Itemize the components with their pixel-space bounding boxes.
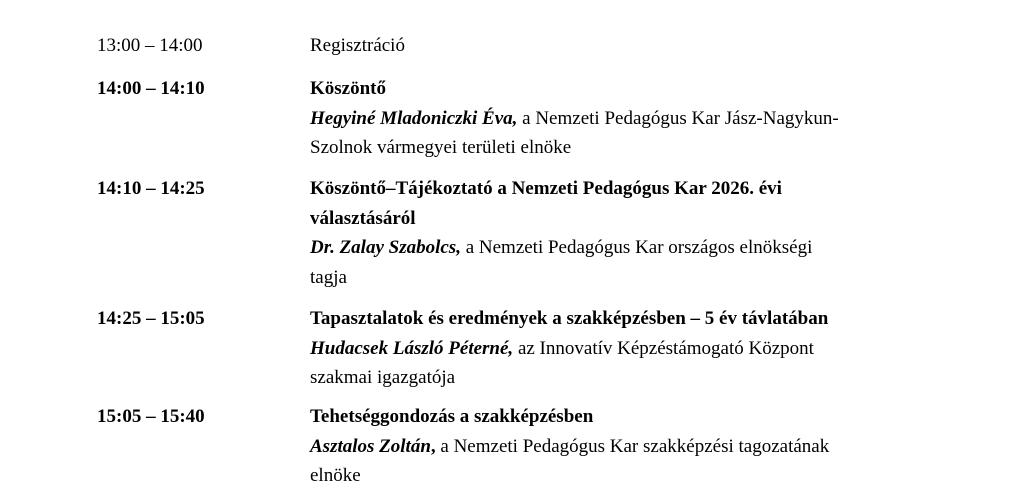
time-slot: 14:00 – 14:10: [97, 78, 205, 99]
time-slot: 14:25 – 15:05: [97, 308, 205, 329]
time-slot: 15:05 – 15:40: [97, 406, 205, 427]
speaker-name: Dr. Zalay Szabolcs,: [310, 237, 461, 258]
agenda-item-title: Köszöntő: [310, 78, 386, 99]
speaker-role-continued: elnöke: [310, 465, 361, 486]
speaker-line: [310, 233, 930, 263]
speaker-role: a Nemzeti Pedagógus Kar szakképzési tagozatának: [435, 435, 830, 457]
agenda-item-title: Köszöntő–Tájékoztató a Nemzeti Pedagógus Kar 2026. évi: [310, 178, 782, 199]
agenda-item-title: Regisztráció: [310, 35, 405, 56]
agenda-item-title: Tapasztalatok és eredmények a szakképzésben – 5 év távlatában: [310, 308, 829, 329]
agenda-item-body: [310, 304, 930, 393]
speaker-role: a Nemzeti Pedagógus Kar országos elnökségi: [460, 237, 813, 258]
agenda-item-title: Tehetséggondozás a szakképzésben: [310, 406, 594, 427]
speaker-role: a Nemzeti Pedagógus Kar Jász-Nagykun-: [517, 107, 839, 129]
speaker-name: Hudacsek László Péterné,: [310, 337, 514, 359]
time-slot: 14:10 – 14:25: [97, 178, 205, 199]
speaker-role-continued: szakmai igazgatója: [310, 367, 456, 388]
agenda-item-body: [310, 174, 930, 292]
speaker-role-continued: tagja: [310, 266, 347, 288]
speaker-name: Asztalos Zoltán: [310, 435, 431, 457]
speaker-line: [310, 432, 930, 462]
speaker-line: [310, 104, 930, 134]
agenda-item-body: [310, 402, 930, 491]
speaker-line: [310, 334, 930, 364]
speaker-role-continued: Szolnok vármegyei területi elnöke: [310, 137, 572, 158]
agenda-item-body: [310, 74, 930, 163]
speaker-name: Hegyiné Mladoniczki Éva,: [310, 107, 518, 129]
time-slot: 13:00 – 14:00: [97, 35, 203, 56]
agenda-item-title-continued: választásáról: [310, 207, 416, 229]
speaker-name-comma: ,: [430, 435, 436, 457]
agenda-item-body: [310, 31, 930, 61]
speaker-role: az Innovatív Képzéstámogató Központ: [513, 337, 814, 359]
